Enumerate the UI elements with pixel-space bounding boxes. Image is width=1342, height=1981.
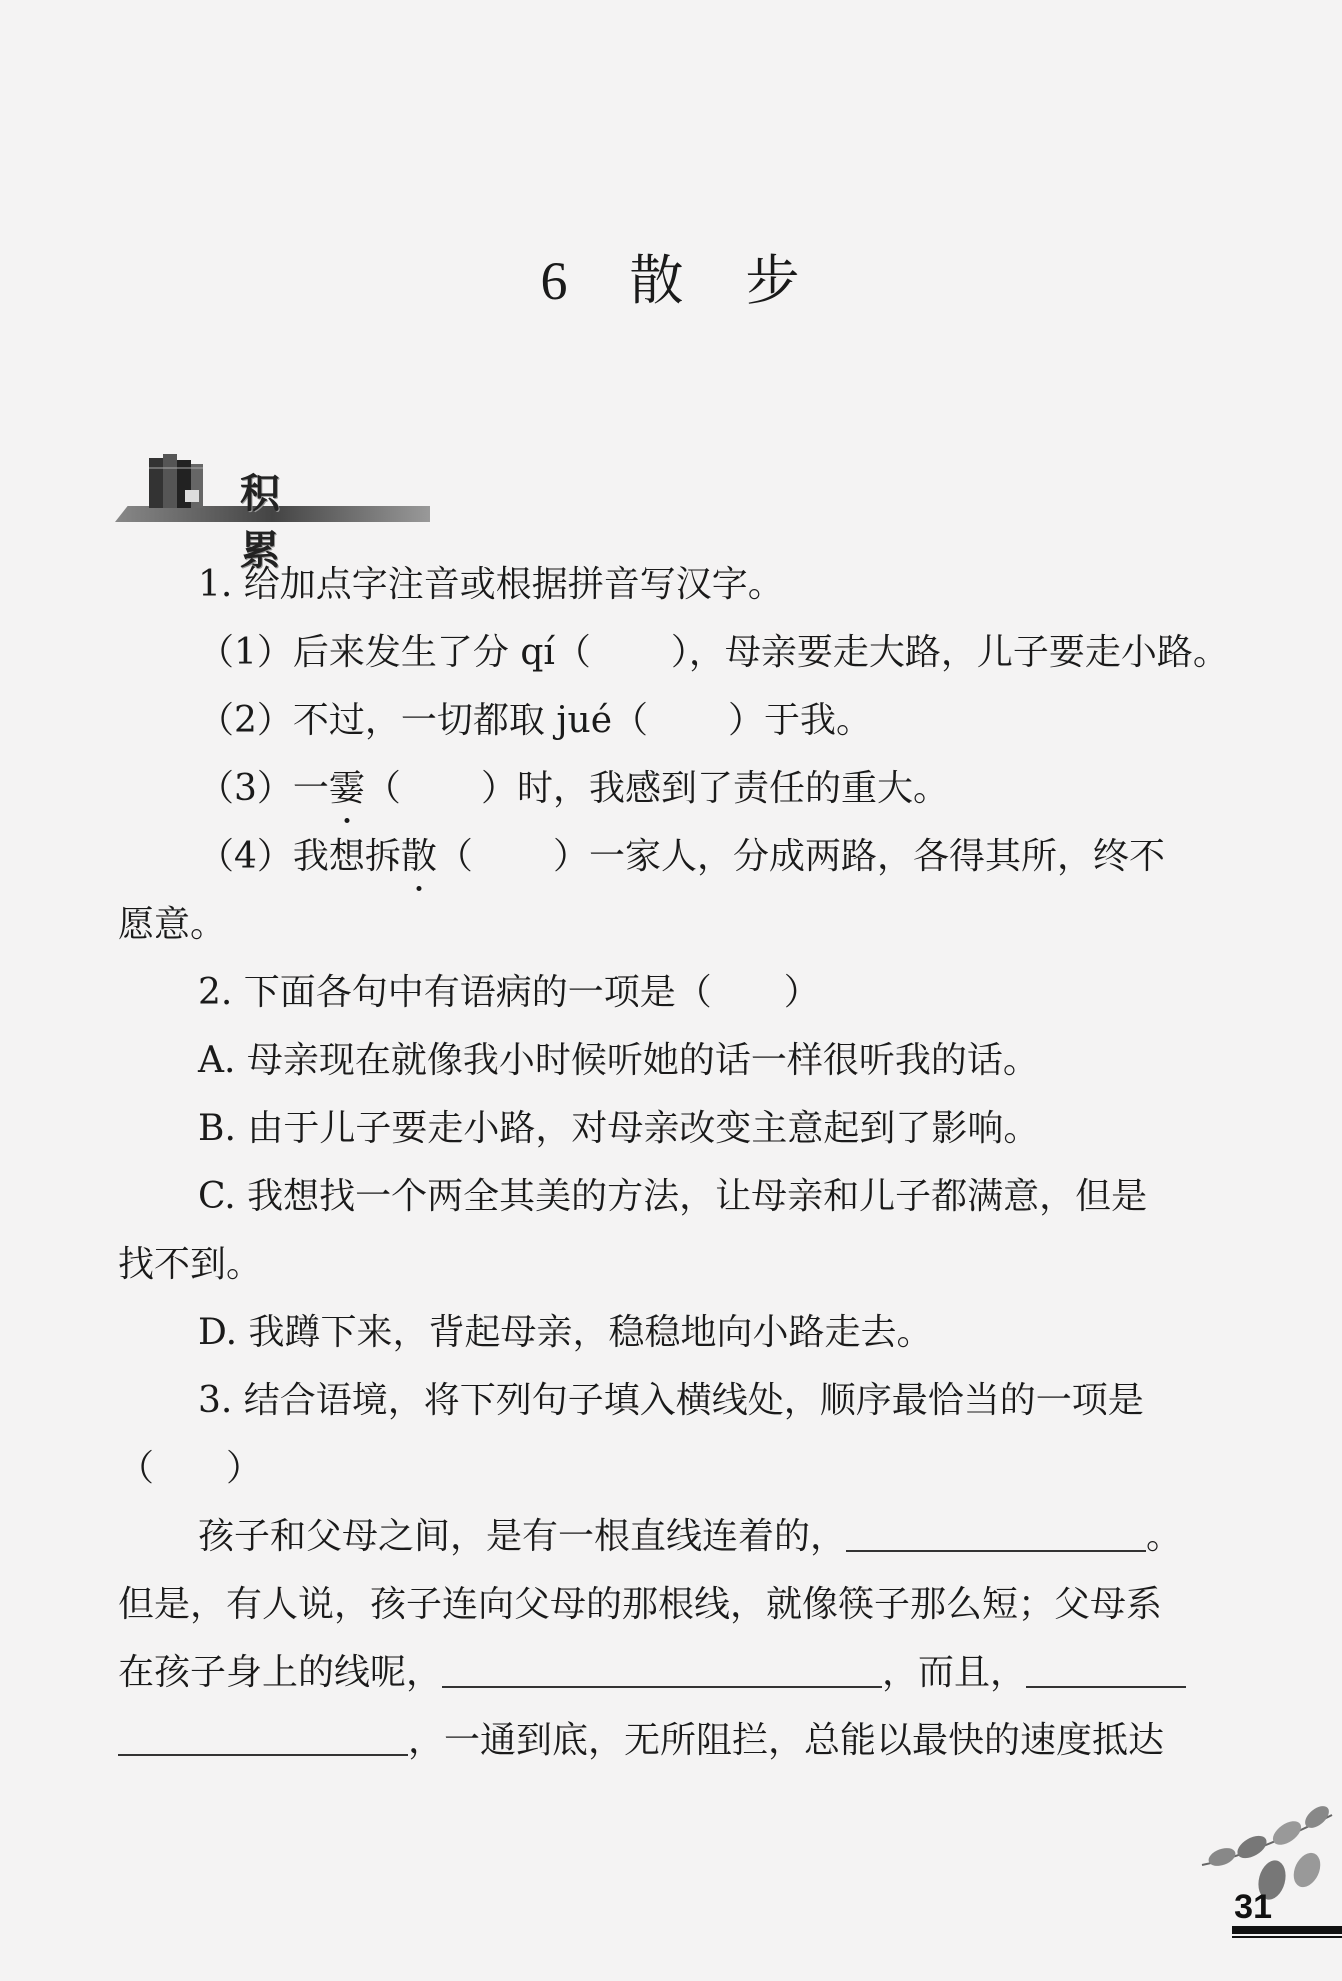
q1-item-2-text-b: ）于我。 bbox=[728, 700, 873, 741]
q2-option-c-continuation: 找不到。 bbox=[118, 1244, 263, 1285]
q1-item-2 bbox=[198, 692, 872, 743]
lesson-title-char-1: 散 bbox=[629, 249, 686, 312]
q2-prompt: 2. 下面各句中有语病的一项是（ ） bbox=[198, 972, 820, 1013]
q3-blank-3-start[interactable] bbox=[1026, 1652, 1186, 1688]
q1-item-3-text-b: ）时，我感到了责任的重大。 bbox=[480, 768, 949, 809]
q3-blank-1[interactable] bbox=[846, 1516, 1146, 1552]
q1-item-1-text-a: （1）后来发生了分 qí（ bbox=[198, 632, 591, 673]
q3-passage-line-3 bbox=[118, 1644, 1186, 1695]
q1-item-4-dotted-char: 散 bbox=[400, 836, 437, 877]
q1-item-1 bbox=[198, 624, 1229, 675]
page-number: 31 bbox=[1234, 1888, 1272, 1926]
q1-item-3-mid: （ bbox=[364, 768, 401, 809]
q1-item-4 bbox=[198, 828, 1165, 879]
q3-answer-paren[interactable]: （ ） bbox=[118, 1448, 263, 1489]
q3-passage-line-2: 但是，有人说，孩子连向父母的那根线，就像筷子那么短；父母系 bbox=[118, 1584, 1163, 1625]
q3-passage-l4-text: ，一通到底，无所阻拦，总能以最快的速度抵达 bbox=[408, 1720, 1165, 1761]
q3-blank-3-end[interactable] bbox=[118, 1720, 408, 1756]
page-number-rule-thin bbox=[1232, 1936, 1342, 1938]
q1-item-3-dotted-char: 霎 bbox=[328, 768, 365, 809]
q3-passage-line-1 bbox=[198, 1508, 1182, 1559]
q3-passage-l3a-text: 在孩子身上的线呢， bbox=[118, 1652, 443, 1693]
q1-prompt: 1. 给加点字注音或根据拼音写汉字。 bbox=[198, 564, 784, 605]
q1-continuation: 愿意。 bbox=[118, 904, 227, 945]
q1-item-4-text-b: ）一家人，分成两路，各得其所，终不 bbox=[552, 836, 1165, 877]
q1-item-2-text-a: （2）不过，一切都取 jué（ bbox=[198, 700, 649, 741]
page-number-rule bbox=[1232, 1926, 1342, 1934]
q2-option-d[interactable]: D. 我蹲下来，背起母亲，稳稳地向小路走去。 bbox=[198, 1312, 933, 1353]
q3-passage-l1-text: 孩子和父母之间，是有一根直线连着的， bbox=[198, 1516, 847, 1557]
books-icon bbox=[145, 448, 207, 514]
section-header-accumulation bbox=[115, 448, 430, 574]
q3-passage-l1-end: 。 bbox=[1146, 1516, 1183, 1557]
q3-prompt: 3. 结合语境，将下列句子填入横线处，顺序最恰当的一项是 bbox=[198, 1380, 1144, 1421]
q1-item-4-text-a: （4）我想拆 bbox=[198, 836, 401, 877]
q1-item-1-text-b: ），母亲要走大路，儿子要走小路。 bbox=[670, 632, 1229, 673]
q2-option-a[interactable]: A. 母亲现在就像我小时候听她的话一样很听我的话。 bbox=[198, 1040, 1039, 1081]
lesson-title bbox=[0, 238, 1342, 315]
q2-option-b[interactable]: B. 由于儿子要走小路，对母亲改变主意起到了影响。 bbox=[198, 1108, 1040, 1149]
q1-item-4-mid: （ bbox=[436, 836, 473, 877]
lesson-title-char-2: 步 bbox=[745, 249, 802, 312]
q3-blank-2[interactable] bbox=[442, 1652, 882, 1688]
q1-item-3-text-a: （3）一 bbox=[198, 768, 329, 809]
lesson-number: 6 bbox=[540, 251, 570, 311]
q3-passage-line-4 bbox=[118, 1712, 1164, 1763]
q3-passage-l3b-text: ，而且， bbox=[882, 1652, 1027, 1693]
q1-item-3 bbox=[198, 760, 949, 811]
q2-option-c[interactable]: C. 我想找一个两全其美的方法，让母亲和儿子都满意，但是 bbox=[198, 1176, 1148, 1217]
section-label: 积 累 bbox=[240, 470, 318, 574]
